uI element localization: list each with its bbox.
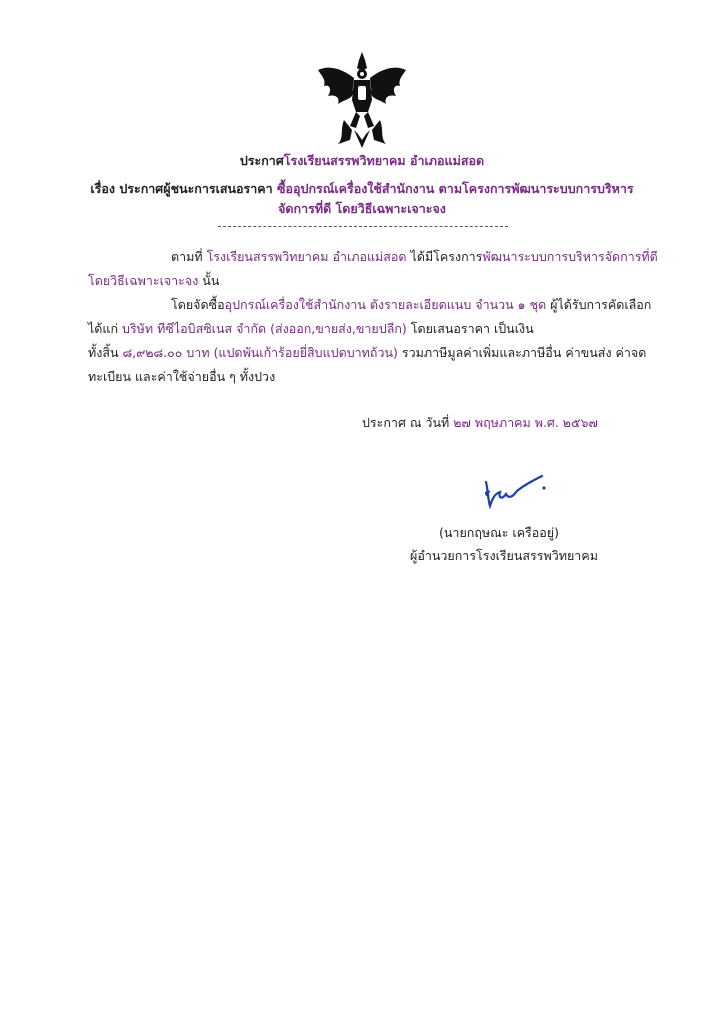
announce-date-line: ประกาศ ณ วันที่ ๒๗ พฤษภาคม พ.ศ. ๒๕๖๗ (362, 415, 598, 430)
paragraph-1-line-2: โดยวิธีเฉพาะเจาะจง นั้น (88, 273, 220, 288)
announcement-title (0, 153, 724, 169)
procurement-method: โดยวิธีเฉพาะเจาะจง (88, 273, 199, 288)
subject-line-2: จัดการที่ดี โดยวิธีเฉพาะเจาะจง (278, 201, 446, 216)
title-organization: โรงเรียนสรรพวิทยาคม อำเภอแม่สอด (283, 153, 485, 168)
paragraph-1-line-1: ตามที่ โรงเรียนสรรพวิทยาคม อำเภอแม่สอด ได้มีโครงการพัฒนาระบบการบริหารจัดการที่ดี (171, 249, 658, 264)
subject-line-1 (0, 181, 724, 197)
paragraph-2-line-3: ทั้งสิ้น ๘,๙๒๘.๐๐ บาท (แปดพันเก้าร้อยยี่สิบแปดบาทถ้วน) รวมภาษีมูลค่าเพิ่มและภาษีอื่น ค่าขนส่ง ค่าจด (88, 345, 647, 360)
project-name: พัฒนาระบบการบริหารจัดการที่ดี (482, 249, 658, 264)
title-prefix: ประกาศ (239, 153, 284, 168)
signer-name: (นายกฤษณะ เครืออยู่) (439, 525, 559, 540)
signer-position: ผู้อำนวยการโรงเรียนสรรพวิทยาคม (410, 548, 598, 563)
paragraph-2-line-2: ได้แก่ บริษัท ทีซีไอบิสซิเนส จำกัด (ส่งออก,ขายส่ง,ขายปลีก) โดยเสนอราคา เป็นเงิน (88, 321, 534, 336)
garuda-emblem-icon (314, 50, 410, 150)
handwritten-signature (476, 472, 550, 512)
purchase-item: อุปกรณ์เครื่องใช้สำนักงาน ตังรายละเอียดแนบ จำนวน ๑ ชุด (224, 297, 547, 312)
winning-company: บริษัท ทีซีไอบิสซิเนส จำกัด (ส่งออก,ขายส่ง,ขายปลีก) (122, 321, 407, 336)
subject-prefix: เรื่อง ประกาศผู้ชนะการเสนอราคา (90, 181, 273, 196)
paragraph-2-line-4: ทะเบียน และค่าใช้จ่ายอื่น ๆ ทั้งปวง (88, 369, 276, 384)
school-name: โรงเรียนสรรพวิทยาคม อำเภอแม่สอด (206, 249, 407, 264)
bid-amount: ๘,๙๒๘.๐๐ บาท (แปดพันเก้าร้อยยี่สิบแปดบาทถ้วน) (122, 345, 398, 360)
subject-item: ซื้ออุปกรณ์เครื่องใช้สำนักงาน ตามโครงการพัฒนาระบบการบริหาร (272, 181, 634, 196)
announce-date: ๒๗ พฤษภาคม พ.ศ. ๒๕๖๗ (453, 415, 598, 430)
separator-line (218, 226, 508, 227)
paragraph-2-line-1: โดยจัดซื้ออุปกรณ์เครื่องใช้สำนักงาน ตังรายละเอียดแนบ จำนวน ๑ ชุด ผู้ได้รับการคัดเลือก (171, 297, 652, 312)
